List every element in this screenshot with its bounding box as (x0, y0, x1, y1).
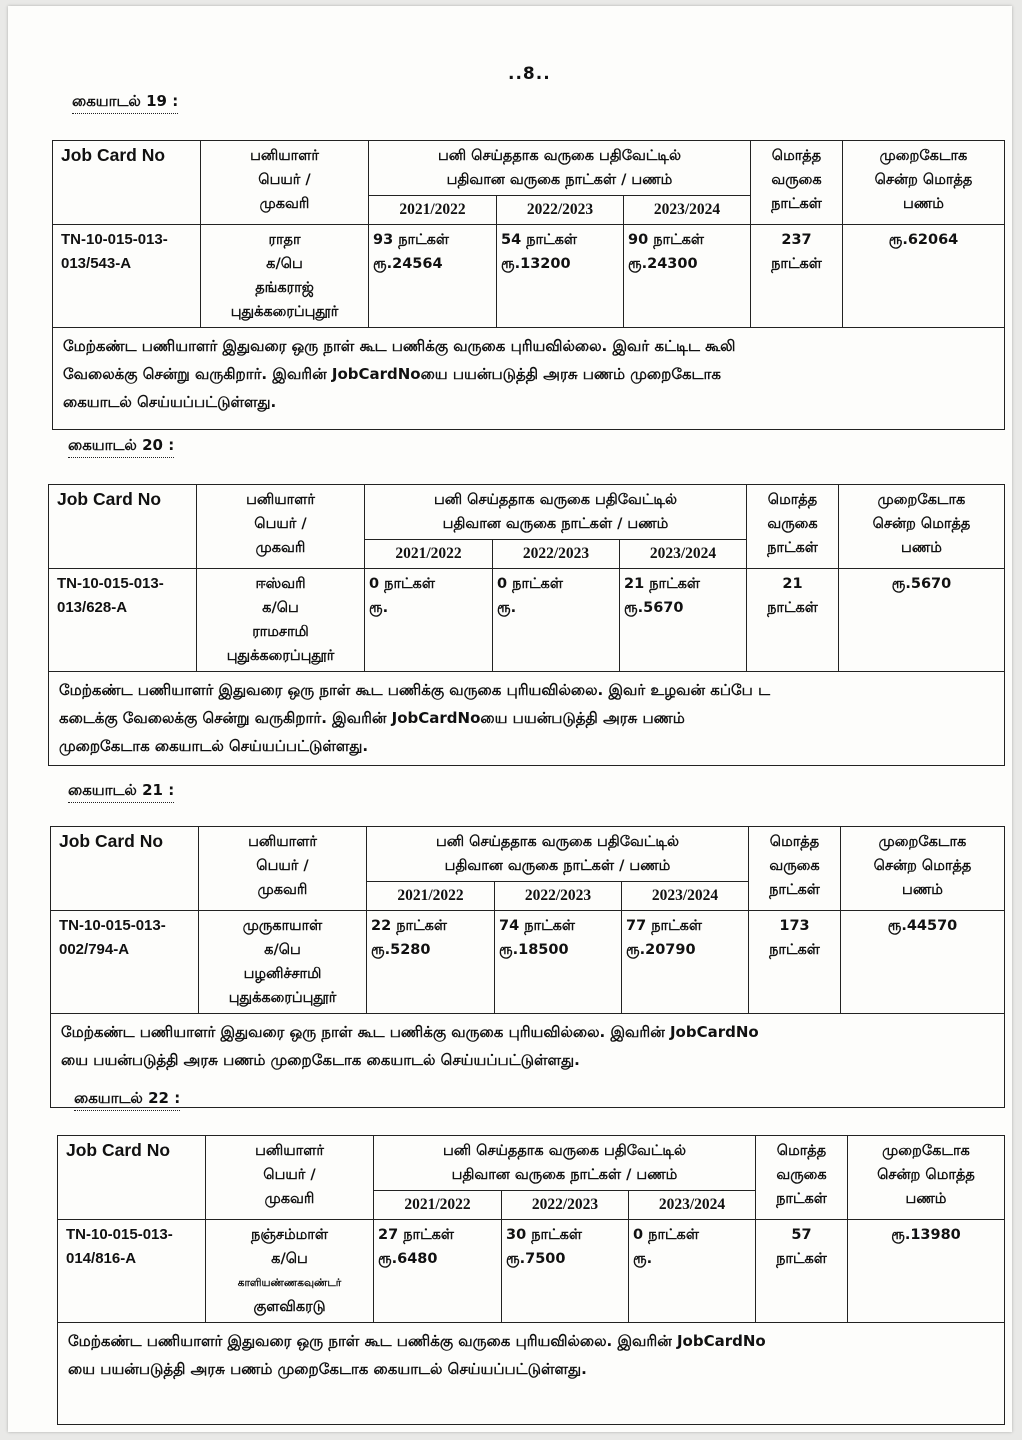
job-card-table (57, 1135, 1005, 1323)
misappropriated-amount: ரூ.62064 (843, 225, 1005, 328)
year-header: 2023/2024 (629, 1191, 756, 1220)
note-line: மேற்கண்ட பணியாளர் இதுவரை ஒரு நாள் கூட பணிக்கு வருகை புரியவில்லை. இவர் கட்டிட கூலி (63, 337, 736, 355)
worker-name-address: ராதா க/பெ தங்கராஜ் புதுக்கரைப்புதூர் (201, 225, 369, 328)
attendance-header: பனி செய்ததாக வருகை பதிவேட்டில் பதிவான வருகை நாட்கள் / பணம் (374, 1136, 756, 1191)
document-page (8, 6, 1012, 1432)
year-header: 2023/2024 (620, 540, 747, 569)
note-line: மேற்கண்ட பணியாளர் இதுவரை ஒரு நாள் கூட பணிக்கு வருகை புரியவில்லை. இவரின் JobCardNo (68, 1332, 766, 1350)
case-block (52, 140, 1005, 430)
worker-header: பனியாளர் பெயர் / முகவரி (197, 485, 365, 569)
job-card-header: Job Card No (53, 141, 201, 225)
year1-attendance: 27 நாட்கள் ரூ.6480 (374, 1220, 502, 1323)
year-header: 2021/2022 (369, 196, 497, 225)
note-line: கடைக்கு வேலைக்கு சென்று வருகிறார். இவரின் JobCardNoயை பயன்படுத்தி அரசு பணம் (59, 709, 685, 727)
note-line: யை பயன்படுத்தி அரசு பணம் முறைகேடாக கையாடல் செய்யப்பட்டுள்ளது. (68, 1360, 587, 1378)
year-header: 2022/2023 (493, 540, 620, 569)
header-row (53, 141, 1005, 196)
total-days-header: மொத்த வருகை நாட்கள் (747, 485, 839, 569)
worker-name-address: முருகாயாள் க/பெ பழனிச்சாமி புதுக்கரைப்புதூர் (199, 911, 367, 1014)
job-card-header: Job Card No (49, 485, 197, 569)
job-card-table (48, 484, 1005, 672)
year1-attendance: 0 நாட்கள் ரூ. (365, 569, 493, 672)
total-days-header: மொத்த வருகை நாட்கள் (756, 1136, 848, 1220)
total-days: 21 நாட்கள் (747, 569, 839, 672)
header-row (49, 485, 1005, 540)
total-days-header: மொத்த வருகை நாட்கள் (751, 141, 843, 225)
year-header: 2022/2023 (495, 882, 622, 911)
note-line: யை பயன்படுத்தி அரசு பணம் முறைகேடாக கையாடல் செய்யப்பட்டுள்ளது. (61, 1051, 580, 1069)
note-line: கையாடல் செய்யப்பட்டுள்ளது. (63, 393, 277, 411)
header-row (58, 1136, 1005, 1191)
case-note (50, 1014, 1005, 1108)
case-title: கையாடல் 19 : (72, 92, 178, 114)
year2-attendance: 0 நாட்கள் ரூ. (493, 569, 620, 672)
job-card-number: TN-10-015-013- 002/794-A (51, 911, 199, 1014)
job-card-number: TN-10-015-013- 014/816-A (58, 1220, 206, 1323)
case-note (57, 1323, 1005, 1425)
job-card-header: Job Card No (58, 1136, 206, 1220)
data-row (49, 569, 1005, 672)
data-row (53, 225, 1005, 328)
job-card-number: TN-10-015-013- 013/628-A (49, 569, 197, 672)
worker-header: பனியாளர் பெயர் / முகவரி (206, 1136, 374, 1220)
job-card-table (52, 140, 1005, 328)
header-row (51, 827, 1005, 882)
note-line: வேலைக்கு சென்று வருகிறார். இவரின் JobCardNoயை பயன்படுத்தி அரசு பணம் முறைகேடாக (63, 365, 721, 383)
note-line: மேற்கண்ட பணியாளர் இதுவரை ஒரு நாள் கூட பணிக்கு வருகை புரியவில்லை. இவர் உழவன் கப்பே ட (59, 681, 771, 699)
year-header: 2021/2022 (365, 540, 493, 569)
case-block (48, 484, 1005, 766)
data-row (58, 1220, 1005, 1323)
year2-attendance: 74 நாட்கள் ரூ.18500 (495, 911, 622, 1014)
total-days: 237 நாட்கள் (751, 225, 843, 328)
misappropriated-amount-header: முறைகேடாக சென்ற மொத்த பணம் (843, 141, 1005, 225)
year-header: 2023/2024 (624, 196, 751, 225)
worker-header: பனியாளர் பெயர் / முகவரி (199, 827, 367, 911)
job-card-table (50, 826, 1005, 1014)
year1-attendance: 22 நாட்கள் ரூ.5280 (367, 911, 495, 1014)
attendance-header: பனி செய்ததாக வருகை பதிவேட்டில் பதிவான வருகை நாட்கள் / பணம் (369, 141, 751, 196)
case-title: கையாடல் 21 : (68, 781, 174, 803)
year-header: 2022/2023 (497, 196, 624, 225)
note-line: முறைகேடாக கையாடல் செய்யப்பட்டுள்ளது. (59, 737, 369, 755)
misappropriated-amount-header: முறைகேடாக சென்ற மொத்த பணம் (839, 485, 1005, 569)
job-card-number: TN-10-015-013- 013/543-A (53, 225, 201, 328)
year3-attendance: 0 நாட்கள் ரூ. (629, 1220, 756, 1323)
case-block (57, 1135, 1005, 1425)
attendance-header: பனி செய்ததாக வருகை பதிவேட்டில் பதிவான வருகை நாட்கள் / பணம் (367, 827, 749, 882)
year-header: 2022/2023 (502, 1191, 629, 1220)
note-line: மேற்கண்ட பணியாளர் இதுவரை ஒரு நாள் கூட பணிக்கு வருகை புரியவில்லை. இவரின் JobCardNo (61, 1023, 759, 1041)
total-days-header: மொத்த வருகை நாட்கள் (749, 827, 841, 911)
worker-name-address: ஈஸ்வரி க/பெ ராமசாமி புதுக்கரைப்புதூர் (197, 569, 365, 672)
attendance-header: பனி செய்ததாக வருகை பதிவேட்டில் பதிவான வருகை நாட்கள் / பணம் (365, 485, 747, 540)
year3-attendance: 77 நாட்கள் ரூ.20790 (622, 911, 749, 1014)
case-block (50, 826, 1005, 1108)
misappropriated-amount: ரூ.13980 (848, 1220, 1005, 1323)
misappropriated-amount: ரூ.44570 (841, 911, 1005, 1014)
job-card-header: Job Card No (51, 827, 199, 911)
case-note (52, 328, 1005, 430)
year-header: 2021/2022 (367, 882, 495, 911)
worker-name-address: நஞ்சம்மாள் க/பெ காளியண்ணகவுண்டர் குளவிகரடு (206, 1220, 374, 1323)
misappropriated-amount-header: முறைகேடாக சென்ற மொத்த பணம் (841, 827, 1005, 911)
year1-attendance: 93 நாட்கள் ரூ.24564 (369, 225, 497, 328)
year2-attendance: 30 நாட்கள் ரூ.7500 (502, 1220, 629, 1323)
total-days: 57 நாட்கள் (756, 1220, 848, 1323)
year-header: 2021/2022 (374, 1191, 502, 1220)
misappropriated-amount: ரூ.5670 (839, 569, 1005, 672)
page-number: ..8.. (508, 64, 551, 84)
case-title: கையாடல் 20 : (68, 436, 174, 458)
misappropriated-amount-header: முறைகேடாக சென்ற மொத்த பணம் (848, 1136, 1005, 1220)
total-days: 173 நாட்கள் (749, 911, 841, 1014)
case-note (48, 672, 1005, 766)
year3-attendance: 90 நாட்கள் ரூ.24300 (624, 225, 751, 328)
data-row (51, 911, 1005, 1014)
year-header: 2023/2024 (622, 882, 749, 911)
year3-attendance: 21 நாட்கள் ரூ.5670 (620, 569, 747, 672)
worker-header: பனியாளர் பெயர் / முகவரி (201, 141, 369, 225)
case-title: கையாடல் 22 : (74, 1089, 180, 1111)
year2-attendance: 54 நாட்கள் ரூ.13200 (497, 225, 624, 328)
